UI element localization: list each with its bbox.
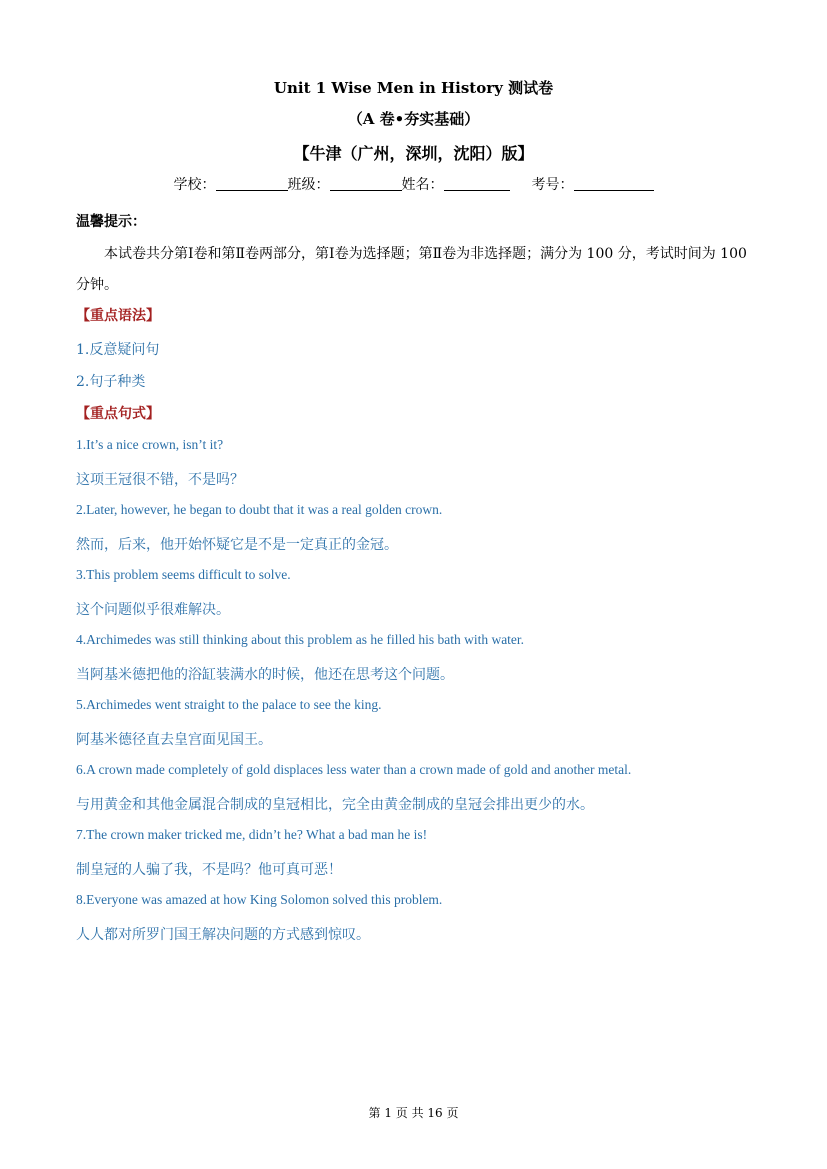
sentence-zh: 然而，后来，他开始怀疑它是不是一定真正的金冠。 [76, 537, 398, 553]
hint-title: 温馨提示： [76, 214, 146, 230]
edition-label: 【牛津（广州，深圳，沈阳）版】 [293, 144, 534, 163]
sentence-zh: 人人都对所罗门国王解决问题的方式感到惊叹。 [76, 927, 370, 943]
sentence-en: 1.It’s a nice crown, isn’t it? [76, 437, 224, 452]
exam-title: Unit 1 Wise Men in History 测试卷 [273, 79, 554, 97]
sentence-zh: 这项王冠很不错，不是吗？ [76, 472, 244, 488]
sentence-en: 7.The crown maker tricked me, didn’t he? What a bad man he is! [76, 827, 428, 842]
school-label: 学校： [173, 177, 216, 193]
sentence-en: 4.Archimedes was still thinking about this problem as he filled his bath with water. [76, 632, 525, 647]
sentence-en: 2.Later, however, he began to doubt that it was a real golden crown. [76, 502, 443, 517]
class-label: 班级： [287, 177, 330, 193]
sentence-en: 6.A crown made completely of gold displaces less water than a crown made of gold and another metal. [76, 762, 632, 777]
number-field[interactable] [574, 176, 654, 191]
sentence-zh: 当阿基米德把他的浴缸装满水的时候，他还在思考这个问题。 [76, 667, 454, 683]
sentence-en: 8.Everyone was amazed at how King Solomon solved this problem. [76, 892, 443, 907]
sentence-zh: 阿基米德径直去皇宫面见国王。 [76, 732, 272, 748]
sentence-zh: 与用黄金和其他金属混合制成的皇冠相比，完全由黄金制成的皇冠会排出更少的水。 [76, 797, 594, 813]
grammar-item: 2.句子种类 [76, 374, 146, 390]
exam-subtitle: （A 卷•夯实基础） [347, 110, 480, 128]
sentence-en: 5.Archimedes went straight to the palace to see the king. [76, 697, 382, 712]
grammar-heading: 【重点语法】 [76, 308, 160, 324]
sentence-zh: 制皇冠的人骗了我，不是吗？他可真可恶！ [76, 862, 342, 878]
student-info-line [0, 174, 827, 194]
sentences-heading: 【重点句式】 [76, 406, 160, 422]
school-field[interactable] [216, 176, 288, 191]
class-field[interactable] [330, 176, 402, 191]
page-indicator: 第 1 页 共 16 页 [368, 1106, 459, 1120]
number-label: 考号： [531, 177, 574, 193]
hint-text: 本试卷共分第Ⅰ卷和第Ⅱ卷两部分，第Ⅰ卷为选择题；第Ⅱ卷为非选择题；满分为 100 分，考试时间为 100 分钟。 [76, 246, 747, 293]
name-label: 姓名： [401, 177, 444, 193]
sentence-en: 3.This problem seems difficult to solve. [76, 567, 291, 582]
name-field[interactable] [444, 176, 510, 191]
sentence-zh: 这个问题似乎很难解决。 [76, 602, 230, 618]
grammar-item: 1.反意疑问句 [76, 342, 160, 358]
